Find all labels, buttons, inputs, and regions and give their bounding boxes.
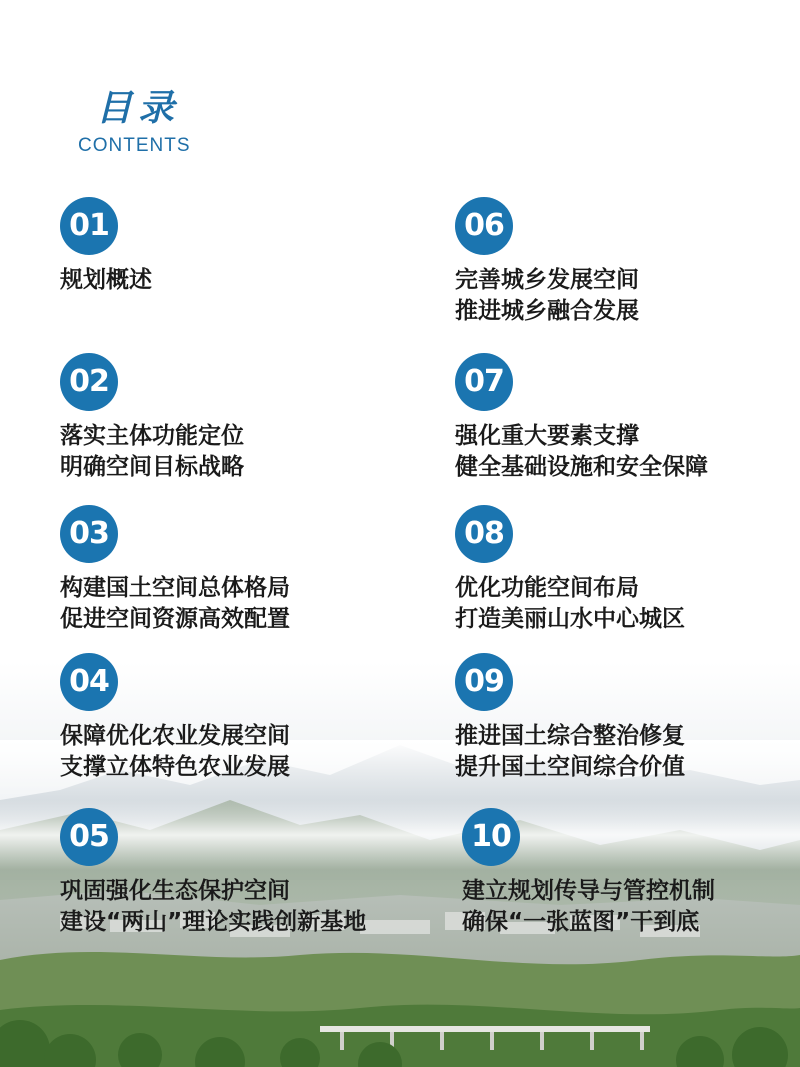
chapter-title-line-1: 优化功能空间布局: [455, 575, 639, 601]
chapter-number-badge: 08: [455, 505, 513, 563]
chapter-title-line-1: 巩固强化生态保护空间: [60, 878, 290, 904]
toc-item-08[interactable]: [455, 505, 685, 635]
chapter-title-line-1: 推进国土综合整治修复: [455, 723, 685, 749]
toc-item-06[interactable]: [455, 197, 639, 327]
chapter-title-line-1: 强化重大要素支撑: [455, 423, 639, 449]
toc-item-07[interactable]: [455, 353, 708, 483]
toc-title: 目录: [96, 88, 181, 129]
chapter-number-badge: 02: [60, 353, 118, 411]
toc-item-10[interactable]: [462, 808, 715, 938]
chapter-title-line-2: 推进城乡融合发展: [455, 298, 639, 324]
chapter-title-line-1: 建立规划传导与管控机制: [462, 878, 715, 904]
chapter-title-line-1: 保障优化农业发展空间: [60, 723, 290, 749]
chapter-number-badge: 01: [60, 197, 118, 255]
chapter-title-line-2: 支撑立体特色农业发展: [60, 754, 290, 780]
chapter-title-line-1: 规划概述: [60, 267, 152, 293]
chapter-title-line-2: 建设“两山”理论实践创新基地: [60, 909, 367, 935]
chapter-number-badge: 04: [60, 653, 118, 711]
toc-heading: [78, 88, 191, 158]
chapter-title-line-2: 明确空间目标战略: [60, 454, 244, 480]
chapter-title-line-2: 健全基础设施和安全保障: [455, 454, 708, 480]
toc-subtitle: CONTENTS: [78, 135, 191, 156]
toc-item-09[interactable]: [455, 653, 685, 783]
chapter-title-line-1: 落实主体功能定位: [60, 423, 244, 449]
chapter-number-badge: 09: [455, 653, 513, 711]
chapter-title-line-2: 打造美丽山水中心城区: [455, 606, 685, 632]
chapter-number-badge: 05: [60, 808, 118, 866]
toc-item-01[interactable]: [60, 197, 152, 296]
chapter-number-badge: 03: [60, 505, 118, 563]
chapter-title-line-2: 提升国土空间综合价值: [455, 754, 685, 780]
chapter-title-line-1: 完善城乡发展空间: [455, 267, 639, 293]
toc-item-05[interactable]: [60, 808, 366, 938]
chapter-number-badge: 06: [455, 197, 513, 255]
chapter-number-badge: 07: [455, 353, 513, 411]
chapter-title-line-2: 确保“一张蓝图”干到底: [462, 909, 700, 935]
toc-item-03[interactable]: [60, 505, 290, 635]
toc-item-02[interactable]: [60, 353, 244, 483]
chapter-title-line-2: 促进空间资源高效配置: [60, 606, 290, 632]
chapter-number-badge: 10: [462, 808, 520, 866]
chapter-title-line-1: 构建国土空间总体格局: [60, 575, 290, 601]
toc-item-04[interactable]: [60, 653, 290, 783]
